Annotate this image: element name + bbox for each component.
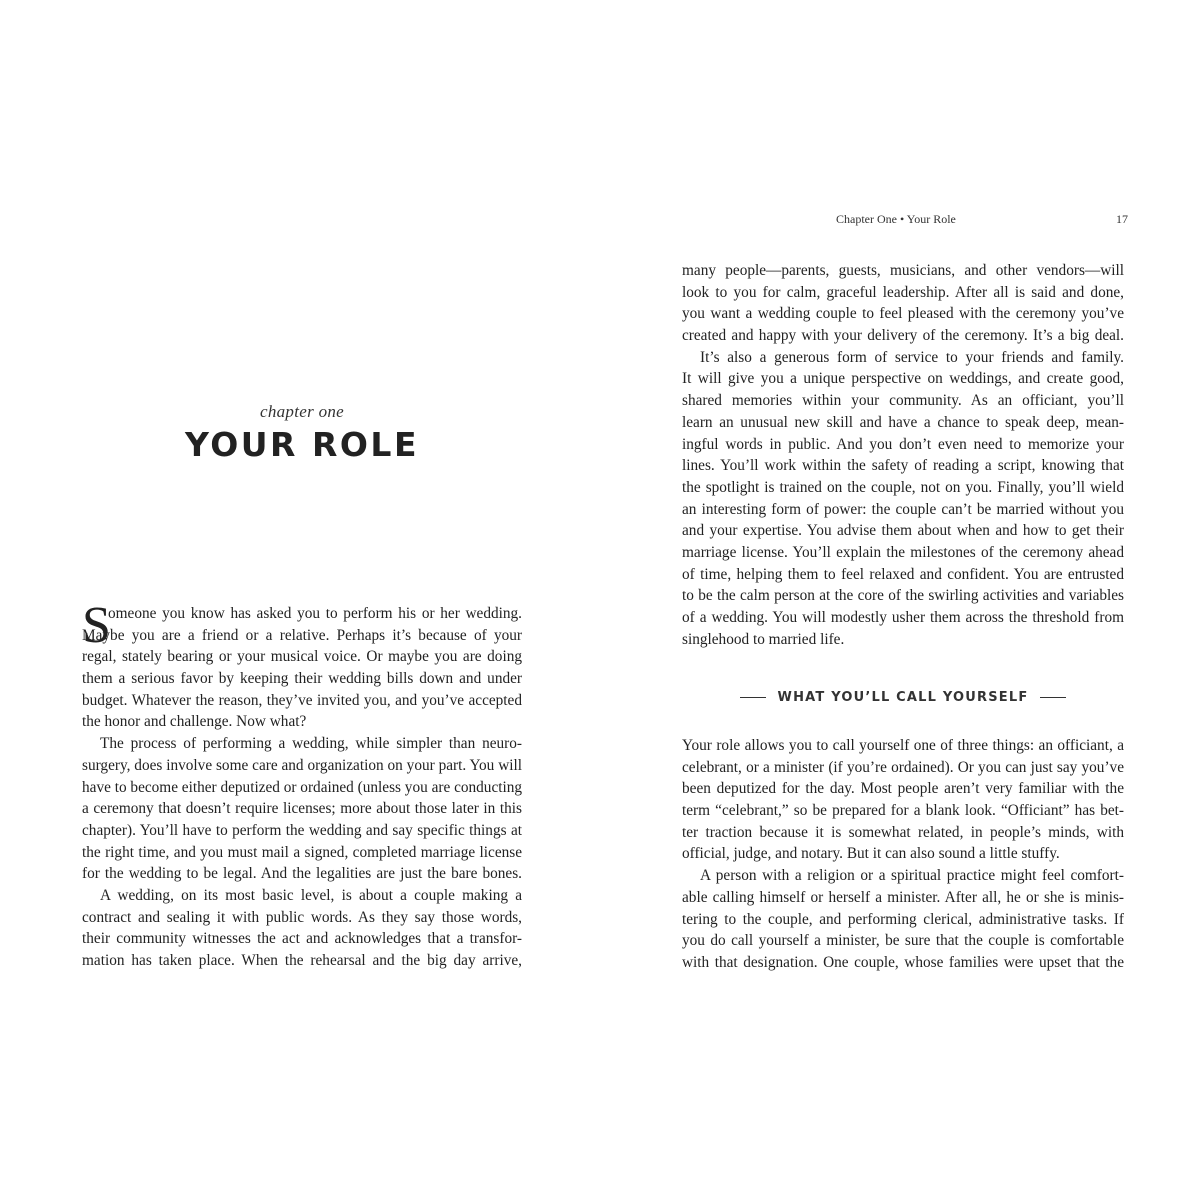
text-line: A person with a religion or a spiritual practice might feel comfort- (700, 867, 1124, 885)
text-line: the spotlight is trained on the couple, not on you. Finally, you’ll wield (682, 478, 1124, 496)
section-heading (682, 690, 1124, 705)
opening-paragraph (82, 597, 522, 654)
text-line: able calling himself or herself a minister. After all, he or she is minis- (682, 888, 1124, 906)
text-line: chapter). You’ll have to perform the wedding and say specific things at (82, 821, 522, 839)
text-line: have to become either deputized or ordained (unless you are conducting (82, 778, 522, 796)
text-line: their community witnesses the act and acknowledges that a transfor- (82, 930, 522, 948)
text-line: surgery, does involve some care and organization on your part. You will (82, 756, 522, 774)
drop-cap: S (82, 597, 111, 654)
text-line: ingful words in public. And you don’t even need to memorize your (682, 435, 1124, 453)
text-line: lines. You’ll work within the safety of reading a script, knowing that (682, 457, 1124, 475)
text-line: you want a wedding couple to feel pleased with the ceremony you’ve (682, 305, 1124, 323)
text-line: with that designation. One couple, whose families were upset that the (682, 953, 1124, 971)
text-line: the honor and challenge. Now what? (82, 713, 307, 731)
text-line: of a wedding. You will modestly usher them across the threshold from (682, 609, 1124, 626)
text-line: many people—parents, guests, musicians, and other vendors—will (682, 262, 1124, 279)
heading-rule-right (1040, 697, 1066, 698)
text-line: and your expertise. You advise them about when and how to get their (682, 522, 1124, 540)
text-line: marriage license. You’ll explain the milestones of the ceremony ahead (682, 543, 1124, 561)
text-line: budget. Whatever the reason, they’ve invited you, and you’ve accepted (82, 691, 522, 709)
text-line: term “celebrant,” so be prepared for a blank look. “Officiant” has bet- (682, 802, 1124, 820)
text-line: celebrant, or a minister (if you’re ordained). Or you can just say you’ve (682, 758, 1124, 776)
page-number: 17 (1116, 212, 1128, 226)
text-line: Maybe you are a friend or a relative. Perhaps it’s because of your (82, 626, 522, 644)
right-body-text-top (682, 260, 1124, 650)
text-line: look to you for calm, graceful leadership. After all is said and done, (682, 283, 1124, 301)
text-line: shared memories within your community. As an officiant, you’ll (682, 392, 1124, 410)
text-line: The process of performing a wedding, while simpler than neuro- (100, 735, 522, 753)
text-line: you do call yourself a minister, be sure that the couple is comfortable (682, 932, 1124, 950)
right-body-text-bottom (682, 735, 1124, 974)
text-line: created and happy with your delivery of the ceremony. It’s a big deal. (682, 327, 1124, 345)
running-head: Chapter One • Your Role (836, 212, 956, 226)
text-line: been deputized for the day. Most people aren’t very familiar with the (682, 780, 1124, 798)
text-line: It will give you a unique perspective on weddings, and create good, (682, 370, 1124, 388)
text-line: mation has taken place. When the rehearsal and the big day arrive, (82, 952, 522, 969)
text-line: regal, stately bearing or your musical voice. Or maybe you are doing (82, 648, 522, 666)
text-line: omeone you know has asked you to perform his or her wedding. (108, 605, 522, 622)
text-line: a ceremony that doesn’t require licenses; more about those later in this (82, 800, 522, 818)
text-line: them a serious favor by keeping their wedding bills down and under (82, 670, 522, 688)
text-line: to be the calm person at the core of the swirling activities and variables (682, 587, 1124, 605)
text-line: for the wedding to be legal. And the legalities are just the bare bones. (82, 865, 522, 883)
left-body-text (82, 597, 522, 972)
text-line: learn an unusual new skill and have a chance to speak deep, mean- (682, 413, 1124, 431)
text-line: ter traction because it is somewhat related, in people’s minds, with (682, 823, 1124, 841)
text-line: A wedding, on its most basic level, is about a couple making a (100, 886, 522, 904)
chapter-title: YOUR ROLE (184, 425, 419, 464)
heading-rule-left (740, 697, 766, 698)
text-line: an interesting form of power: the couple can’t be married without you (682, 500, 1124, 518)
text-line: tering to the couple, and performing clerical, administrative tasks. If (682, 910, 1124, 928)
text-line: It’s also a generous form of service to your friends and family. (700, 348, 1124, 366)
text-line: Your role allows you to call yourself one of three things: an officiant, a (682, 737, 1124, 754)
chapter-kicker: chapter one (259, 402, 345, 421)
text-line: contract and sealing it with public words. As they say those words, (82, 908, 522, 926)
right-page (600, 0, 1200, 1200)
section-heading-label: WHAT YOU’LL CALL YOURSELF (777, 690, 1029, 705)
text-line: the right time, and you must mail a signed, completed marriage license (82, 843, 522, 861)
text-line: of time, helping them to feel relaxed and confident. You are entrusted (682, 565, 1124, 583)
text-line: singlehood to married life. (682, 630, 845, 648)
text-line: official, judge, and notary. But it can also sound a little stuffy. (682, 845, 1060, 863)
